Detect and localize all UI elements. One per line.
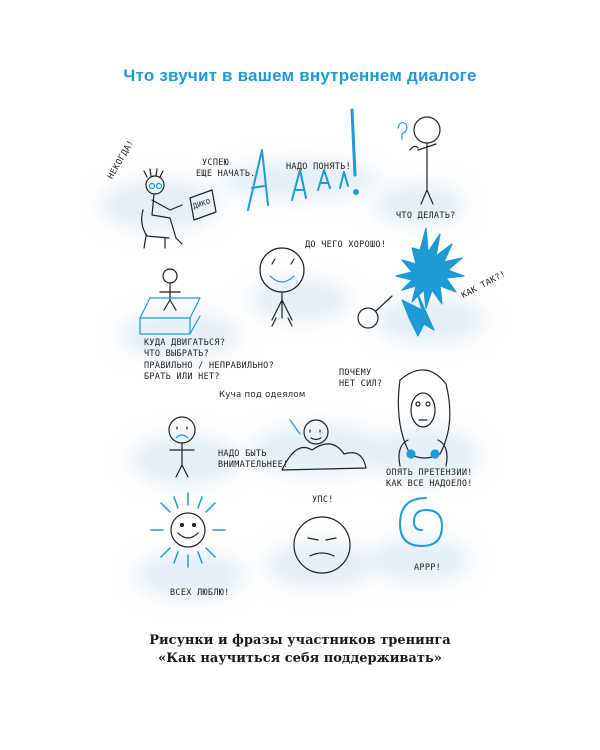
phrase-nekogda: НЕКОГДА! (106, 138, 137, 181)
phrase-do-chego: ДО ЧЕГО ХОРОШО! (305, 240, 387, 250)
page-title: Что звучит в вашем внутреннем диалоге (123, 66, 477, 85)
phrase-arrr: АРРР! (414, 563, 442, 573)
phrase-kucha: Куча под одеялом (219, 390, 306, 400)
phrase-opyat: ОПЯТЬ ПРЕТЕНЗИИ! КАК ВСЕ НАДОЕЛО! (386, 468, 473, 490)
phrase-kak-tak: КАК ТАК?! (460, 269, 508, 301)
phrase-uspeyu: УСПЕЮ ЕЩЕ НАЧАТЬ. (196, 158, 256, 180)
caption: Рисунки и фразы участников тренинга «Как научиться себя поддерживать» (149, 633, 451, 666)
phrase-pochemu: ПОЧЕМУ НЕТ СИЛ? (339, 368, 383, 390)
phrase-chto-delat: ЧТО ДЕЛАТЬ? (396, 211, 456, 221)
phrase-kuda: КУДА ДВИГАТЬСЯ? ЧТО ВЫБРАТЬ? ПРАВИЛЬНО / НЕПРАВИЛЬНО? БРАТЬ ИЛИ НЕТ? (144, 338, 275, 383)
phrase-sign: ДИКО (191, 197, 212, 211)
phrase-nado-byt: НАДО БЫТЬ ВНИМАТЕЛЬНЕЕ! (218, 449, 289, 471)
phrase-ups: УПС! (312, 495, 334, 505)
phrase-vseh: ВСЕХ ЛЮБЛЮ! (170, 588, 230, 598)
sun-drawing (151, 493, 225, 567)
phrase-nado-ponyat: НАДО ПОНЯТЬ! (286, 162, 352, 172)
